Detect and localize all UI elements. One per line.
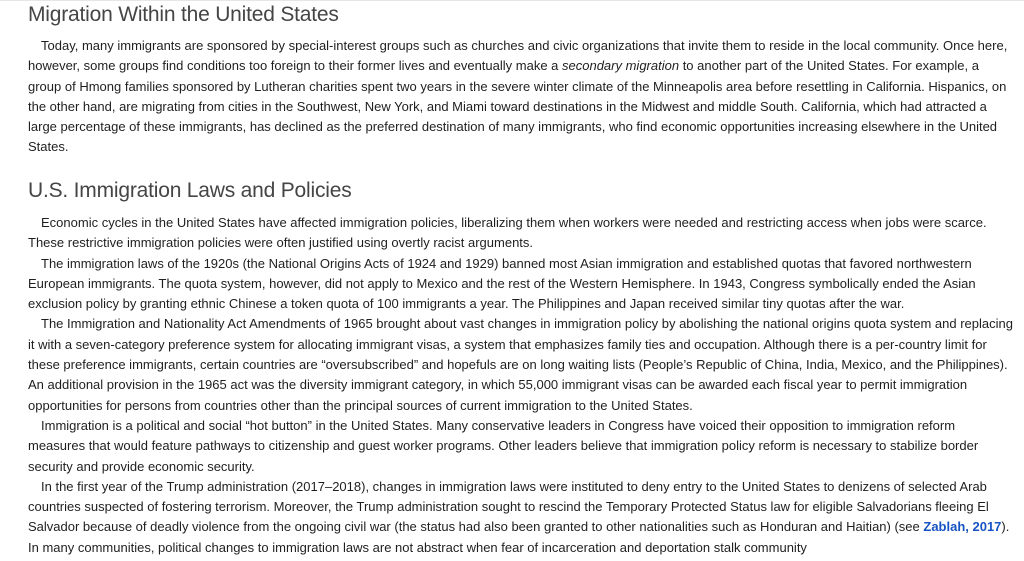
section-heading: Migration Within the United States — [28, 3, 339, 26]
paragraph-text: ). In many communities, political changes to immigration laws are not abstract when fear of incarceration and deportation stalk community — [28, 519, 1010, 555]
top-divider — [0, 0, 1024, 1]
citation-link[interactable]: Zablah, 2017 — [923, 519, 1002, 535]
section-migration-within-us — [28, 2, 1014, 158]
paragraph: Immigration is a political and social “hot button” in the United States. Many conservative leaders in Congress have voiced their opposition to immigration reform measures that would feature pathways to citizenship and guest worker programs. Other leaders believe that immigration policy reform is necessary to stabilize border security and provide economic security. — [28, 417, 979, 474]
paragraph-text: Today, many immigrants are sponsored by special-interest groups such as churches and civic organizations that invite them to reside in the local community. Once here, however, some groups find conditions too foreign to their former lives and eventually make a — [28, 38, 1008, 74]
paragraph: Economic cycles in the United States have affected immigration policies, liberalizing them when workers were needed and restricting access when jobs were scarce. These restrictive immigration policies were often justified using overtly racist arguments. — [28, 215, 987, 251]
section-body — [28, 36, 1014, 158]
paragraph — [28, 477, 1014, 558]
emphasis-term: secondary migration — [562, 58, 680, 74]
section-heading: U.S. Immigration Laws and Policies — [28, 179, 352, 202]
section-immigration-laws — [28, 178, 1014, 558]
paragraph: The immigration laws of the 1920s (the National Origins Acts of 1924 and 1929) banned most Asian immigration and established quotas that favored northwestern European immigrants. The quota system, however, did not apply to Mexico and the rest of the Western Hemisphere. In 1943, Congress symbolically ended the Asian exclusion policy by granting ethnic Chinese a token quota of 100 immigrants a year. The Philippines and Japan received similar tiny quotas after the war. — [28, 255, 976, 312]
paragraph-text: In the first year of the Trump administration (2017–2018), changes in immigration laws were instituted to deny entry to the United States to denizens of selected Arab countries suspected of fostering terrorism. Moreover, the Trump administration sought to rescind the Temporary Protected Status law for eligible Salvadorians fleeing El Salvador because of deadly violence from the ongoing civil war (the status had also been granted to other nationalities such as Honduran and Haitian) (see — [28, 478, 989, 535]
paragraph — [28, 36, 1014, 158]
paragraph-text: to another part of the United States. For example, a group of Hmong families sponsored by Lutheran charities spent two years in the severe winter climate of the Minneapolis area before resettling in California. Hispanics, on the other hand, are migrating from cities in the Southwest, New York, and Miami toward destinations in the Midwest and middle South. California, which had attracted a large percentage of these immigrants, has declined as the preferred destination of many immigrants, who find economic opportunities increasing elsewhere in the United States. — [28, 58, 1007, 155]
section-body — [28, 213, 1014, 558]
paragraph: The Immigration and Nationality Act Amendments of 1965 brought about vast changes in immigration policy by abolishing the national origins quota system and replacing it with a seven-category preference system for allocating immigrant visas, a system that emphasizes family ties and occupation. Although there is a per-country limit for these preference immigrants, certain countries are “oversubscribed” and hopefuls are on long waiting lists (People’s Republic of China, India, Mexico, and the Philippines). An additional provision in the 1965 act was the diversity immigrant category, in which 55,000 immigrant visas can be awarded each fiscal year to permit immigration opportunities for persons from countries other than the principal sources of current immigration to the United States. — [28, 316, 1013, 413]
